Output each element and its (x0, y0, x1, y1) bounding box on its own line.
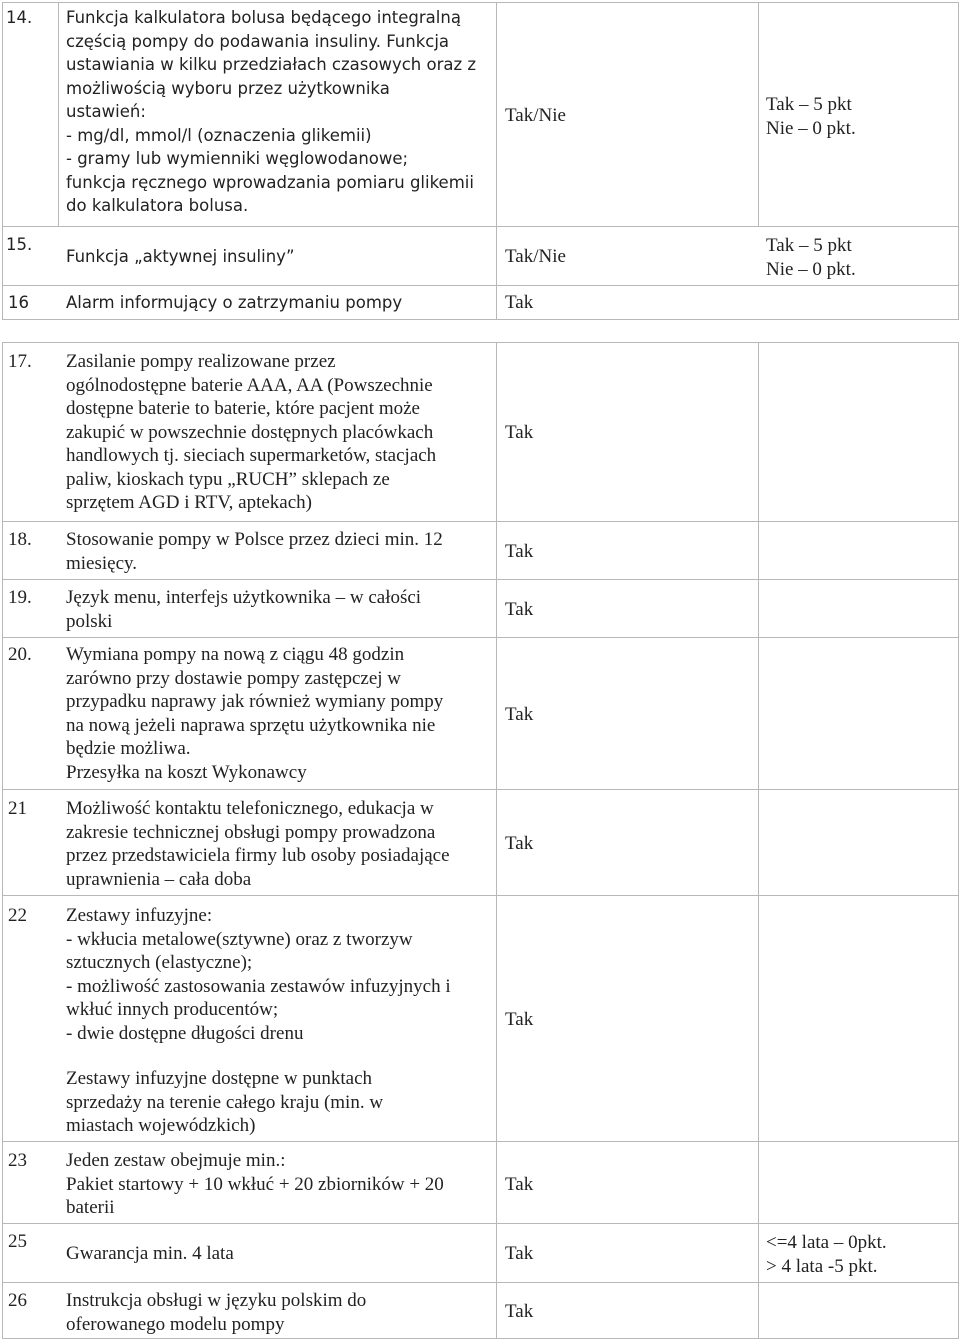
score-line: > 4 lata -5 pkt. (766, 1256, 878, 1277)
grid-line (2, 1338, 958, 1339)
row-description: Stosowanie pompy w Polsce przez dzieci min. 12 miesięcy. (66, 529, 443, 574)
grid-line (758, 342, 759, 1339)
row-number: 22 (8, 905, 27, 926)
grid-line (2, 226, 958, 227)
row-number: 18. (8, 529, 32, 550)
requirement-value: Tak (505, 292, 534, 313)
grid-line (2, 1282, 958, 1283)
requirement-value: Tak/Nie (505, 105, 566, 126)
grid-line (758, 2, 759, 226)
row-number: 14. (6, 8, 33, 27)
grid-line (2, 1141, 958, 1142)
row-description: Możliwość kontaktu telefonicznego, edukacja w zakresie technicznej obsługi pompy prowadzona przez przedstawiciela firmy lub osoby posiadające uprawnienia – cała doba (66, 798, 450, 890)
grid-line (2, 637, 958, 638)
grid-line (2, 895, 958, 896)
requirement-value: Tak/Nie (505, 246, 566, 267)
grid-line (2, 285, 958, 286)
row-description: Funkcja kalkulatora bolusa będącego integralną częścią pompy do podawania insuliny. Funkcja ustawiania w kilku przedziałach czasowych oraz z możliwością wyboru przez użytkownika ustawień: - mg/dl, mmol/l (oznaczenia glikemii) - gramy lub wymienniki węglowodanowe; funkcja ręcznego wprowadzania pomiaru glikemii do kalkulatora bolusa. (66, 8, 477, 215)
requirement-value: Tak (505, 704, 534, 725)
row-description: Funkcja „aktywnej insuliny” (66, 247, 295, 266)
grid-line (2, 342, 958, 343)
row-number: 23 (8, 1150, 27, 1171)
score-line: Nie – 0 pkt. (766, 259, 856, 280)
row-description: Instrukcja obsługi w języku polskim do oferowanego modelu pompy (66, 1290, 367, 1335)
grid-line (2, 521, 958, 522)
requirement-value: Tak (505, 1009, 534, 1030)
grid-line (2, 2, 958, 3)
row-description: Jeden zestaw obejmuje min.: Pakiet startowy + 10 wkłuć + 20 zbiorników + 20 baterii (66, 1150, 444, 1218)
requirement-value: Tak (505, 833, 534, 854)
row-description-extra: Zestawy infuzyjne dostępne w punktach sprzedaży na terenie całego kraju (min. w miastach wojewódzkich) (66, 1068, 384, 1136)
grid-line (958, 342, 959, 1339)
grid-line (2, 1223, 958, 1224)
row-number: 21 (8, 798, 27, 819)
row-description: Zestawy infuzyjne: - wkłucia metalowe(sztywne) oraz z tworzyw sztucznych (elastyczne); - możliwość zastosowania zestawów infuzyjnych i wkłuć innych producentów; - dwie dostępne długości drenu (66, 905, 451, 1044)
requirement-value: Tak (505, 599, 534, 620)
row-description: Gwarancja min. 4 lata (66, 1243, 234, 1264)
requirement-value: Tak (505, 422, 534, 443)
row-number: 26 (8, 1290, 27, 1311)
requirement-value: Tak (505, 541, 534, 562)
grid-line (2, 319, 958, 320)
grid-line (2, 2, 3, 320)
requirement-value: Tak (505, 1301, 534, 1322)
row-description: Zasilanie pompy realizowane przez ogólnodostępne baterie AAA, AA (Powszechnie dostępne baterie to baterie, które pacjent może zakupić w powszechnie dostępnych placówkach handlowych tj. sieciach supermarketów, stacjach paliw, kioskach typu „RUCH” sklepach ze sprzętem AGD i RTV, aptekach) (66, 351, 437, 513)
requirement-value: Tak (505, 1174, 534, 1195)
row-number: 17. (8, 351, 32, 372)
row-number: 19. (8, 587, 32, 608)
row-description: Wymiana pompy na nową z ciągu 48 godzin zarówno przy dostawie pompy zastępczej w przypadku naprawy jak również wymiany pompy na nową jeżeli naprawa sprzętu użytkownika nie będzie możliwa. Przesyłka na koszt Wykonawcy (66, 644, 444, 783)
score-line: Nie – 0 pkt. (766, 118, 856, 139)
grid-line (958, 2, 959, 320)
grid-line (2, 789, 958, 790)
row-description: Język menu, interfejs użytkownika – w całości polski (66, 587, 422, 632)
row-number: 20. (8, 644, 32, 665)
requirement-value: Tak (505, 1243, 534, 1264)
grid-line (496, 2, 497, 320)
row-description: Alarm informujący o zatrzymaniu pompy (66, 293, 403, 312)
row-number: 16 (8, 293, 29, 312)
grid-line (2, 579, 958, 580)
grid-line (496, 342, 497, 1339)
score-line: Tak – 5 pkt (766, 235, 852, 256)
row-number: 15. (6, 235, 33, 254)
score-line: <=4 lata – 0pkt. (766, 1232, 887, 1253)
grid-line (2, 342, 3, 1339)
row-number: 25 (8, 1231, 27, 1252)
score-line: Tak – 5 pkt (766, 94, 852, 115)
grid-line (58, 2, 59, 226)
